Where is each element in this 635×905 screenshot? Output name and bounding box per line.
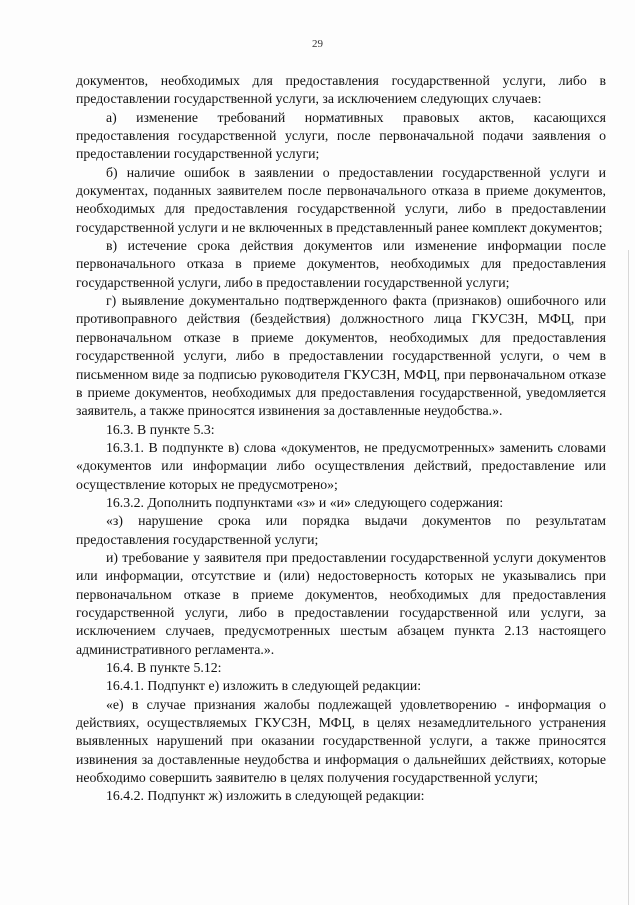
paragraph-item-g: г) выявление документально подтвержденного факта (признаков) ошибочного или противоправного действия (бездействия) должностного лица ГКУСЗН, МФЦ, при первоначальном отказе в приеме документов, необходимых для предоставления государственной услуги, либо в предоставлении государственной услуги, о чем в письменном виде за подписью руководителя ГКУСЗН, МФЦ, при первоначальном отказе в приеме документов, необходимых для предоставления государственной, уведомляется заявитель, а также приносятся извинения за доставленные неудобства.». — [76, 293, 606, 419]
document-body — [76, 72, 606, 806]
paragraph-16-4: 16.4. В пункте 5.12: — [106, 660, 222, 675]
paragraph-item-e: «е) в случае признания жалобы подлежащей удовлетворению - информация о действиях, осуществляемых ГКУСЗН, МФЦ, в целях незамедлительного устранения выявленных нарушений при оказании государственной услуги, а также приносятся извинения за доставленные неудобства и информация о дальнейших действиях, которые необходимо совершить заявителю в целях получения государственной услуги; — [76, 696, 606, 786]
paragraph-16-3: 16.3. В пункте 5.3: — [106, 421, 215, 437]
paragraph-16-4-1: 16.4.1. Подпункт е) изложить в следующей редакции: — [106, 678, 422, 694]
paragraph-item-b: б) наличие ошибок в заявлении о предоставлении государственной услуги и документах, поданных заявителем после первоначального отказа в приеме документов, необходимых для предоставления государственной услуги, либо в предоставлении государственной услуги и не включенных в представленный ранее комплект документов; — [76, 164, 606, 235]
paragraph-item-z: «з) нарушение срока или порядка выдачи документов по результатам предоставления государственной услуги; — [76, 513, 606, 547]
paragraph-item-v: в) истечение срока действия документов или изменение информации после первоначального отказа в приеме документов, необходимых для предоставления государственной услуги, либо в предоставлении государственной услуги; — [76, 238, 606, 290]
paragraph-16-3-2: 16.3.2. Дополнить подпунктами «з» и «и» следующего содержания: — [106, 494, 504, 510]
scan-edge-line — [628, 250, 629, 905]
paragraph-16-4-2: 16.4.2. Подпункт ж) изложить в следующей редакции: — [106, 788, 425, 804]
paragraph-item-a: а) изменение требований нормативных правовых актов, касающихся предоставления государственной услуги, после первоначальной подачи заявления о предоставлении государственной услуги; — [76, 109, 606, 162]
paragraph-16-3-1: 16.3.1. В подпункте в) слова «документов, не предусмотренных» заменить словами «документов или информации либо осуществления действий, предоставление или осуществление которых не предусмотрено»; — [76, 439, 606, 492]
paragraph-continuation: документов, необходимых для предоставления государственной услуги, либо в предоставлении государственной услуги, за исключением следующих случаев: — [76, 73, 606, 107]
paragraph-item-i: и) требование у заявителя при предоставлении государственной услуги документов или информации, отсутствие и (или) недостоверность которых не указывались при первоначальном отказе в приеме документов, необходимых для предоставления государственной услуги, либо в предоставлении государственной или услуги, за исключением случаев, предусмотренных шестым абзацем пункта 2.13 настоящего административного регламента.». — [76, 549, 606, 657]
page-number: 29 — [312, 38, 323, 50]
